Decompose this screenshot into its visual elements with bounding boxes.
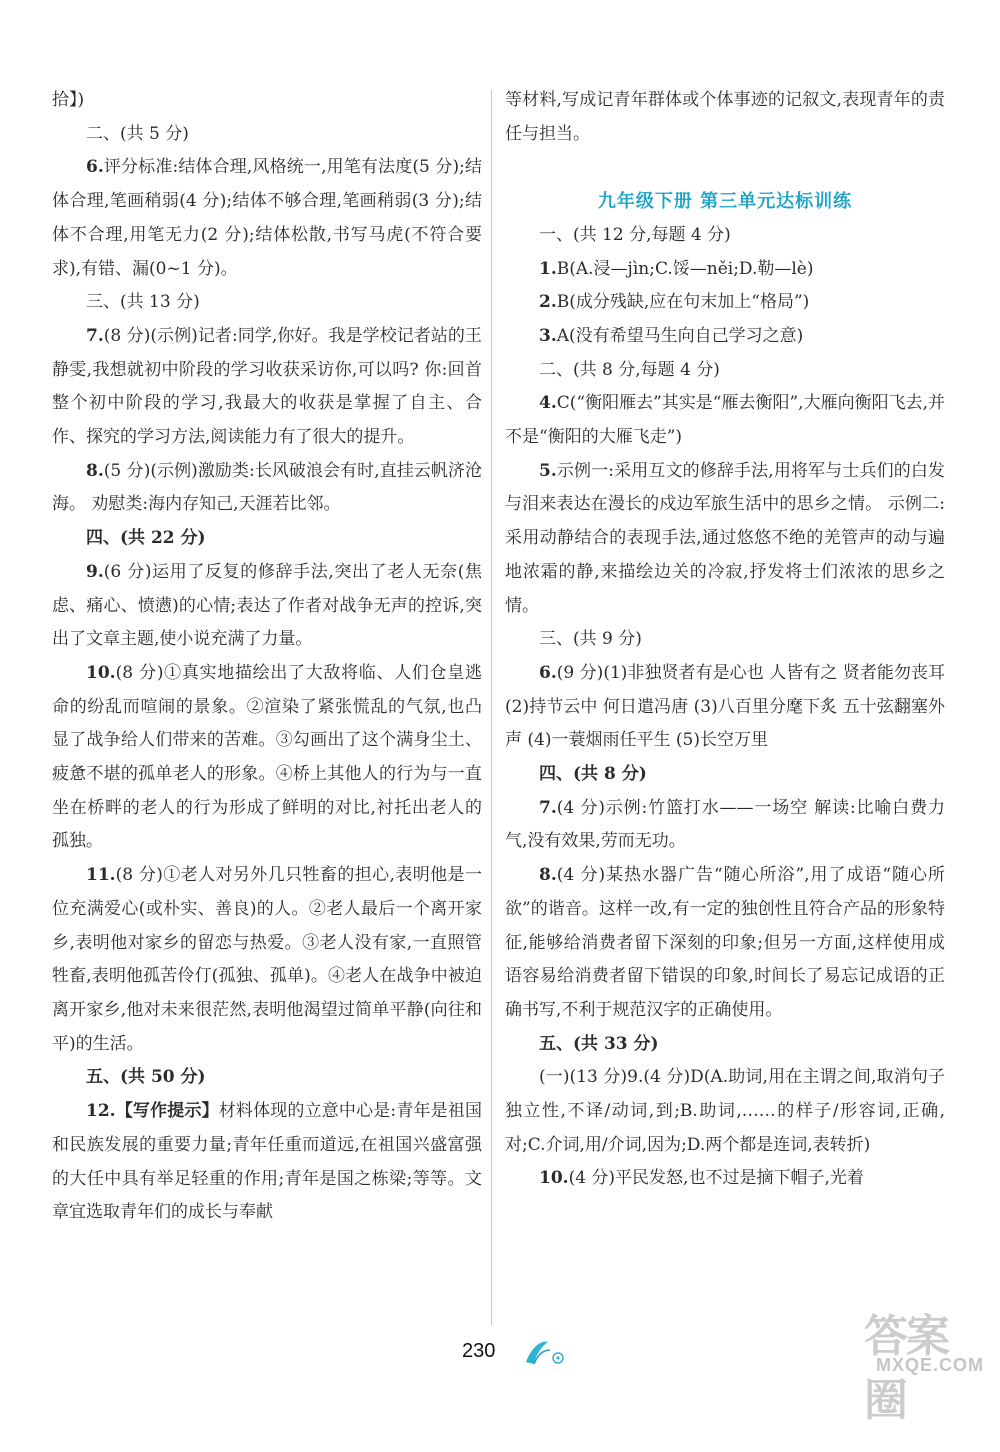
answer-item: 12.【写作提示】材料体现的立意中心是:青年是祖国和民族发展的重要力量;青年任重而道远,在祖国兴盛富强的大任中具有举足轻重的作用;青年是国之栋梁;等等。文章宜选取青年们的成长与奉献 bbox=[52, 1101, 482, 1223]
watermark-logo-text: 答案圈 bbox=[864, 1311, 948, 1426]
answer-item: 2.B(成分残缺,应在句末加上“格局”) bbox=[539, 292, 810, 313]
answer-item: 6.(9 分)(1)非独贤者有是心也 人皆有之 贤者能勿丧耳 (2)持节云中 何日遣冯唐 (3)八百里分麾下炙 五十弦翻塞外声 (4)一蓑烟雨任平生 (5)长空万里 bbox=[505, 662, 945, 751]
spacer bbox=[505, 151, 945, 185]
answer-item: 8.(4 分)某热水器广告“随心所浴”,用了成语“随心所欲”的谐音。这样一改,有一定的独创性且符合产品的形象特征,能够给消费者留下深刻的印象;但另一方面,这样使用成语容易给消费者留下错误的印象,时间长了易忘记成语的正确书写,不利于规范汉字的正确使用。 bbox=[505, 865, 945, 1020]
answer-item: 9.(6 分)运用了反复的修辞手法,突出了老人无奈(焦虑、痛心、愤懑)的心情;表达了作者对战争无声的控诉,突出了文章主题,使小说充满了力量。 bbox=[52, 561, 482, 650]
section-heading: 三、(共 13 分) bbox=[86, 292, 200, 313]
page-footer bbox=[0, 1311, 1000, 1426]
section-heading: 一、(共 12 分,每题 4 分) bbox=[539, 224, 731, 245]
section-heading: 五、(共 33 分) bbox=[539, 1033, 659, 1054]
answer-item: 10.(4 分)平民发怒,也不过是摘下帽子,光着 bbox=[539, 1168, 864, 1189]
unit-title: 九年级下册 第三单元达标训练 bbox=[597, 191, 853, 213]
answer-item: 11.(8 分)①老人对另外几只牲畜的担心,表明他是一位充满爱心(或朴实、善良)的人。②老人最后一个离开家乡,表明他对家乡的留恋与热爱。③老人没有家,一直照管牲畜,表明他孤苦伶仃(孤独、孤单)。④老人在战争中被迫离开家乡,他对未来很茫然,表明他渴望过简单平静(向往和平)的生活。 bbox=[52, 865, 482, 1054]
column-divider bbox=[491, 90, 492, 1325]
section-heading: 四、(共 8 分) bbox=[539, 764, 647, 785]
section-heading: 二、(共 8 分,每题 4 分) bbox=[539, 359, 720, 380]
watermark-logo bbox=[864, 1300, 984, 1426]
right-column bbox=[505, 84, 945, 1196]
leaf-swirl-icon bbox=[522, 1336, 566, 1368]
answer-item: (一)(13 分)9.(4 分)D(A.助词,用在主谓之间,取消句子独立性,不译/动词,到;B.助词,……的样子/形容词,正确,对;C.介词,用/介词,因为;D.两个都是连词,表转折) bbox=[505, 1067, 945, 1155]
watermark-site: MXQE.COM bbox=[875, 1355, 984, 1375]
answer-item: 6.评分标准:结体合理,风格统一,用笔有法度(5 分);结体合理,笔画稍弱(4 分);结体不够合理,笔画稍弱(3 分);结体不合理,用笔无力(2 分);结体松散,书写马虎(不符合要求),有错、漏(0~1 分)。 bbox=[52, 157, 482, 279]
answer-item: 4.C(“衡阳雁去”其实是“雁去衡阳”,大雁向衡阳飞去,并不是“衡阳的大雁飞走”) bbox=[505, 393, 945, 448]
answer-item: 3.A(没有希望马生向自己学习之意) bbox=[539, 325, 804, 346]
section-heading: 二、(共 5 分) bbox=[86, 123, 189, 144]
paragraph: 等材料,写成记青年群体或个体事迹的记叙文,表现青年的责任与担当。 bbox=[505, 90, 945, 144]
answer-item: 7.(8 分)(示例)记者:同学,你好。我是学校记者站的王静雯,我想就初中阶段的学习收获采访你,可以吗? 你:回首整个初中阶段的学习,我最大的收获是掌握了自主、合作、探究的学习方法,阅读能力有了很大的提升。 bbox=[52, 325, 482, 448]
section-heading: 五、(共 50 分) bbox=[86, 1067, 206, 1088]
section-heading: 三、(共 9 分) bbox=[539, 629, 642, 650]
left-column bbox=[52, 84, 482, 1230]
answer-item: 7.(4 分)示例:竹篮打水——一场空 解读:比喻白费力气,没有效果,劳而无功。 bbox=[505, 797, 945, 852]
answer-item: 8.(5 分)(示例)激励类:长风破浪会有时,直挂云帆济沧海。 劝慰类:海内存知己,天涯若比邻。 bbox=[52, 460, 482, 515]
paragraph: 拾】) bbox=[52, 90, 85, 110]
answer-item: 1.B(A.浸—jìn;C.馁—něi;D.勒—lè) bbox=[539, 258, 814, 279]
answer-item: 5.示例一:采用互文的修辞手法,用将军与士兵们的白发与泪来表达在漫长的戍边军旅生活中的思乡之情。 示例二:采用动静结合的表现手法,通过悠悠不绝的羌管声的动与遍地浓霜的静,来描绘边关的冷寂,抒发将士们浓浓的思乡之情。 bbox=[505, 460, 945, 616]
answer-item: 10.(8 分)①真实地描绘出了大敌将临、人们仓皇逃命的纷乱而喧闹的景象。②渲染了紧张慌乱的气氛,也凸显了战争给人们带来的苦难。③勾画出了这个满身尘土、疲惫不堪的孤单老人的形象。④桥上其他人的行为与一直坐在桥畔的老人的行为形成了鲜明的对比,衬托出老人的孤独。 bbox=[52, 662, 482, 852]
section-heading: 四、(共 22 分) bbox=[86, 528, 206, 549]
page-number: 230 bbox=[462, 1340, 496, 1362]
